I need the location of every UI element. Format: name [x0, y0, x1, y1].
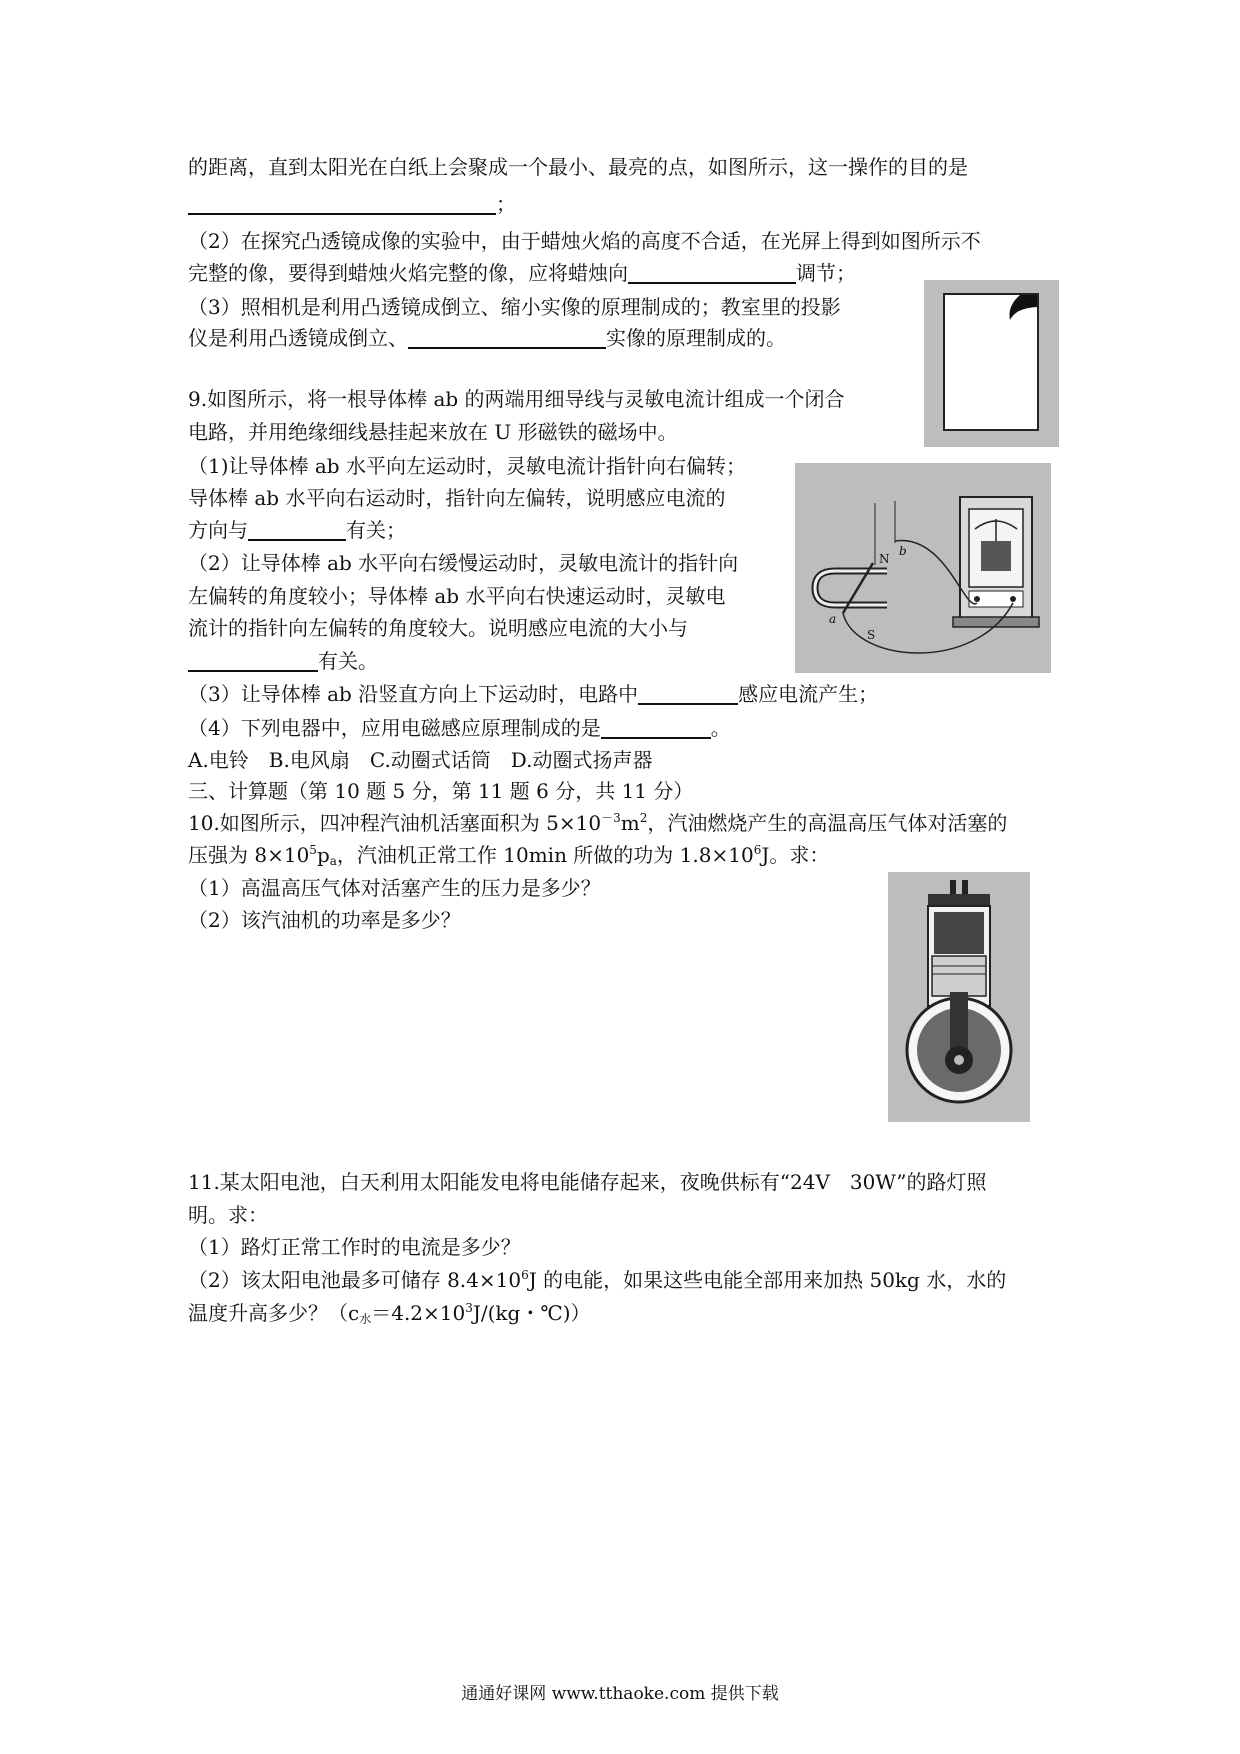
q8-line2 [188, 189, 516, 219]
q8-line1: 的距离，直到太阳光在白纸上会聚成一个最小、最亮的点，如图所示，这一操作的目的是 [188, 155, 968, 179]
page-footer: 通通好课网 www.tthaoke.com 提供下载 [461, 1684, 779, 1704]
q11-p3-text-a: 温度升高多少？（c [188, 1301, 360, 1325]
q10-line2 [188, 840, 829, 870]
rod-b-label: b [899, 544, 907, 558]
q11-p2-text-b: J 的电能，如果这些电能全部用来加热 50kg 水，水的 [528, 1268, 1007, 1292]
q9-part4 [188, 713, 731, 743]
answer-blank[interactable] [188, 648, 318, 672]
q11-p3-exponent: 3 [465, 1301, 473, 1315]
screen-image-figure [924, 280, 1059, 447]
q10-text-c: ，汽油燃烧产生的高温高压气体对活塞的 [647, 811, 1008, 835]
q8-part2-line1: （2）在探究凸透镜成像的实验中，由于蜡烛火焰的高度不合适，在光屏上得到如图所示不 [188, 229, 981, 253]
q9-part1-line1: （1)让导体棒 ab 水平向左运动时，灵敏电流计指针向右偏转； [188, 454, 746, 478]
q11-part2 [188, 1265, 1006, 1295]
q9-part2-line3: 流计的指针向左偏转的角度较大。说明感应电流的大小与 [188, 616, 688, 640]
q9-part3-text-a: （3）让导体棒 ab 沿竖直方向上下运动时，电路中 [188, 682, 639, 706]
q9-part2-line1: （2）让导体棒 ab 水平向右缓慢运动时，灵敏电流计的指针向 [188, 551, 739, 575]
q8-part2-line2 [188, 258, 856, 288]
engine-figure-graphic [888, 872, 1030, 1122]
q8-part3-line2 [188, 323, 786, 353]
q8-part3-text-a: 仪是利用凸透镜成倒立、 [188, 326, 408, 350]
magnet-s-label: S [867, 628, 876, 642]
q9-options: A.电铃 B.电风扇 C.动圈式话筒 D.动圈式扬声器 [188, 748, 653, 772]
q10-part1: （1）高温高压气体对活塞产生的压力是多少？ [188, 876, 601, 900]
q10-l2-text-d: J。求： [761, 843, 830, 867]
q10-line1 [188, 808, 1007, 838]
q9-part2-line4 [188, 646, 378, 676]
q9-part1-text-b: 有关； [346, 518, 406, 542]
q9-part1-line2: 导体棒 ab 水平向右运动时，指针向左偏转，说明感应电流的 [188, 486, 726, 510]
q10-l2-unit-p: p [316, 843, 330, 867]
q9-part1-text-a: 方向与 [188, 518, 248, 542]
q10-l2-exponent: 5 [309, 843, 317, 857]
answer-blank[interactable] [638, 681, 738, 705]
q10-exponent: －3 [601, 811, 621, 825]
q10-l2-text-a: 压强为 8×10 [188, 843, 310, 867]
rod-a-label: a [829, 612, 837, 626]
q11-p2-text-a: （2）该太阳电池最多可储存 8.4×10 [188, 1268, 522, 1292]
q11-p3-subscript: 水 [359, 1312, 372, 1326]
q8-part3-line1: （3）照相机是利用凸透镜成倒立、缩小实像的原理制成的；教室里的投影 [188, 295, 841, 319]
answer-blank[interactable] [248, 517, 346, 541]
q10-l2-text-c: ，汽油机正常工作 10min 所做的功为 1.8×10 [336, 843, 754, 867]
q9-part1-line3 [188, 515, 406, 545]
engine-cylinder-figure [888, 872, 1030, 1122]
section-heading: 三、计算题（第 10 题 5 分，第 11 题 6 分，共 11 分） [188, 779, 694, 803]
q10-part2: （2）该汽油机的功率是多少？ [188, 908, 461, 932]
q9-line2: 电路，并用绝缘细线悬挂起来放在 U 形磁铁的磁场中。 [188, 420, 678, 444]
answer-blank[interactable] [601, 715, 711, 739]
screen-figure-graphic [924, 280, 1059, 447]
q11-p2-exponent: 6 [521, 1268, 529, 1282]
q9-part3-text-b: 感应电流产生； [738, 682, 879, 706]
q10-text-a: 10.如图所示，四冲程汽油机活塞面积为 5×10 [188, 811, 602, 835]
q9-part2-line2: 左偏转的角度较小；导体棒 ab 水平向右快速运动时，灵敏电 [188, 584, 726, 608]
q8-part2-text-b: 调节； [796, 261, 856, 285]
q10-exponent2: 2 [639, 811, 648, 825]
q9-part2-text-end: 有关。 [318, 649, 378, 673]
q11-p3-text-b: ＝4.2×10 [371, 1301, 466, 1325]
q9-part3 [188, 679, 878, 709]
q8-part2-text-a: 完整的像，要得到蜡烛火焰完整的像，应将蜡烛向 [188, 261, 628, 285]
q11-line1: 11.某太阳电池，白天利用太阳能发电将电能储存起来，夜晚供标有“24V 30W”的路灯照 [188, 1170, 987, 1194]
answer-blank[interactable] [188, 191, 496, 215]
magnet-n-label: N [879, 552, 890, 566]
q11-part1: （1）路灯正常工作时的电流是多少？ [188, 1235, 521, 1259]
induction-apparatus-figure [795, 463, 1051, 673]
q9-part4-text-b: 。 [710, 716, 731, 740]
q11-line2: 明。求： [188, 1203, 268, 1227]
answer-blank[interactable] [628, 260, 796, 284]
q11-p3-text-c: J/(kg・℃)） [472, 1301, 591, 1325]
q10-l2-exponent2: 6 [753, 843, 762, 857]
answer-blank[interactable] [408, 325, 606, 349]
q8-line2-end: ； [496, 192, 516, 216]
q8-part3-text-b: 实像的原理制成的。 [606, 326, 786, 350]
q10-l2-subscript: a [329, 854, 337, 868]
q9-line1: 9.如图所示，将一根导体棒 ab 的两端用细导线与灵敏电流计组成一个闭合 [188, 387, 845, 411]
q11-part2-cont [188, 1298, 591, 1328]
induction-figure-graphic [795, 463, 1051, 673]
q10-unit-m: m [620, 811, 640, 835]
q9-part4-text-a: （4）下列电器中，应用电磁感应原理制成的是 [188, 716, 601, 740]
